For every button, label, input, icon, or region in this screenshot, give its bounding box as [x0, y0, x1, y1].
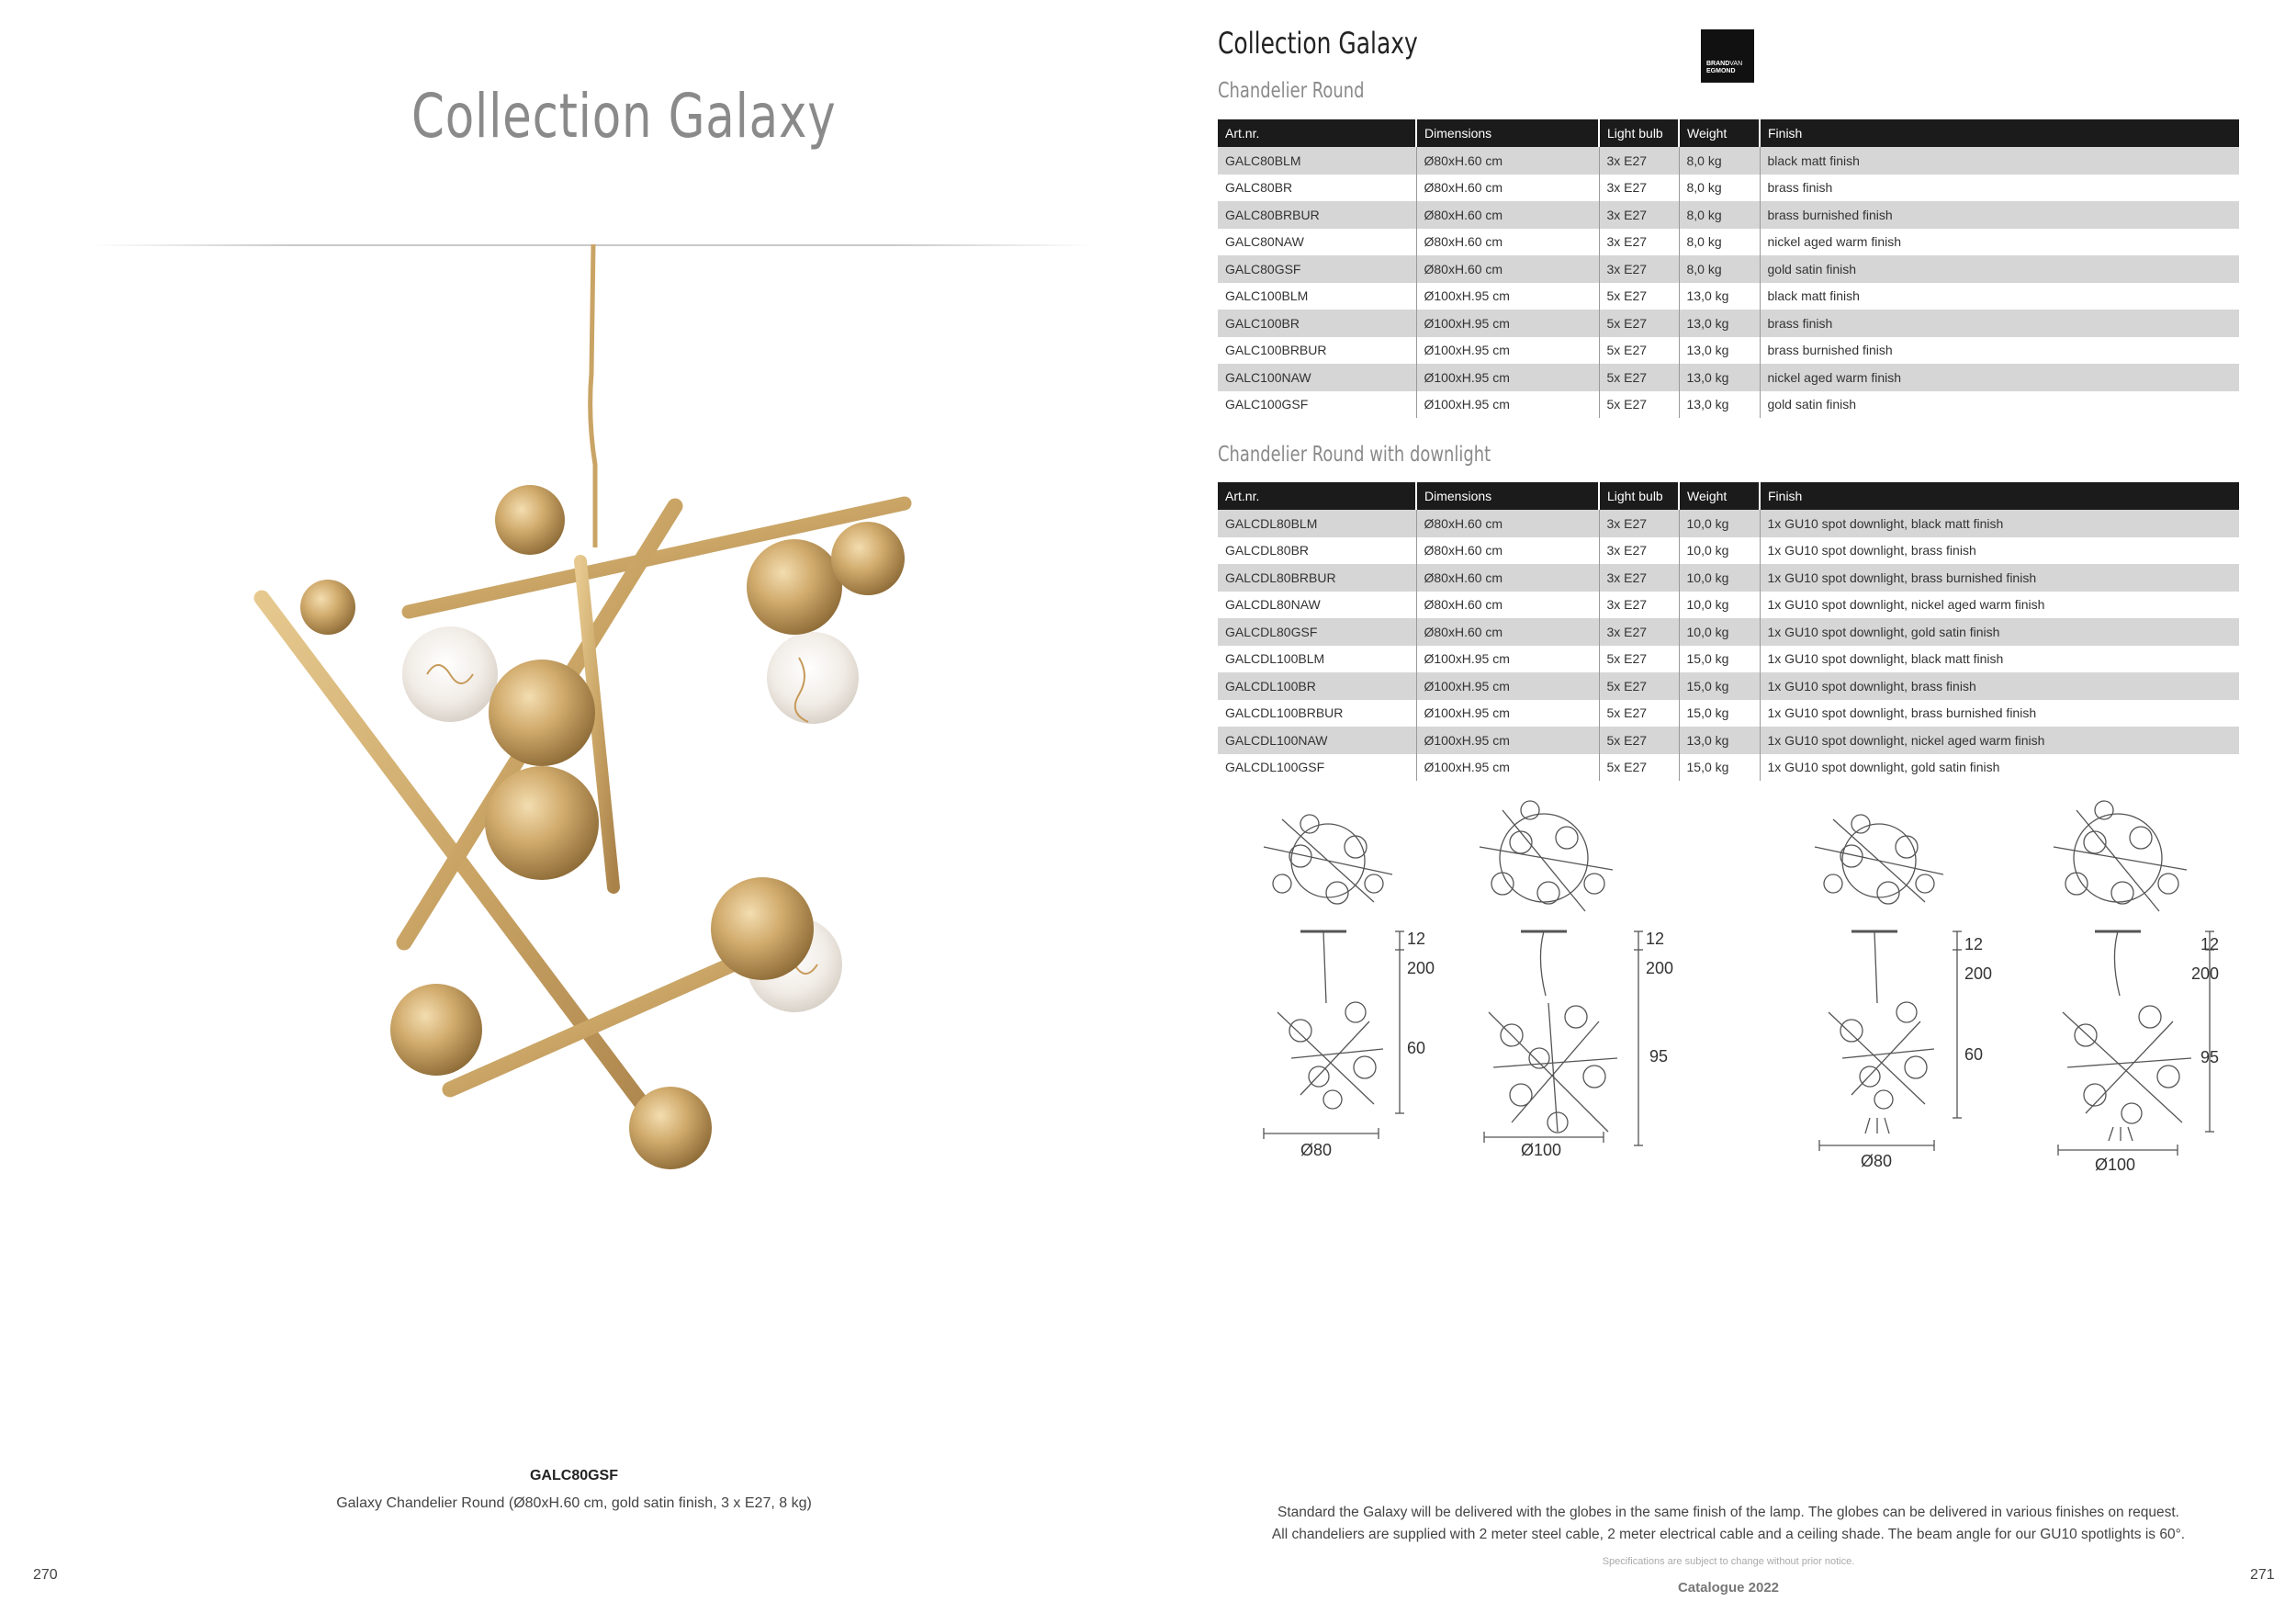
table-cell: 1x GU10 spot downlight, brass burnished finish: [1760, 564, 2239, 592]
top-view-80-icon: [1264, 815, 1392, 904]
table-cell: 3x E27: [1599, 175, 1679, 202]
table-cell: GALC80BRBUR: [1218, 201, 1416, 229]
table-cell: 8,0 kg: [1679, 175, 1760, 202]
table-cell: Ø100xH.95 cm: [1416, 646, 1599, 673]
table-cell: 5x E27: [1599, 364, 1679, 391]
table-cell: nickel aged warm finish: [1760, 229, 2239, 256]
table-cell: brass finish: [1760, 310, 2239, 337]
technical-drawings: [1245, 792, 2219, 1178]
dim-cable-2: 200: [1646, 959, 1674, 977]
left-page-title: Collection Galaxy: [411, 81, 837, 152]
dim-diameter-3: Ø80: [1861, 1152, 1893, 1170]
brand-logo: [1701, 29, 1754, 83]
table-row: [1218, 175, 2239, 202]
table-cell: Ø80xH.60 cm: [1416, 564, 1599, 592]
column-header: Dimensions: [1416, 482, 1599, 510]
table-cell: 10,0 kg: [1679, 592, 1760, 619]
table-cell: 1x GU10 spot downlight, brass burnished finish: [1760, 700, 2239, 727]
table-row: [1218, 537, 2239, 565]
table-cell: black matt finish: [1760, 147, 2239, 175]
top-view-80-downlight-icon: [1815, 815, 1943, 904]
table-row: [1218, 592, 2239, 619]
table-row: [1218, 283, 2239, 310]
column-header: Weight: [1679, 482, 1760, 510]
table-cell: GALCDL100BRBUR: [1225, 705, 1344, 721]
table-row: [1218, 700, 2239, 727]
table-cell: Ø80xH.60 cm: [1416, 537, 1599, 565]
table-cell: black matt finish: [1760, 283, 2239, 310]
table-cell: 3x E27: [1599, 564, 1679, 592]
table-row: [1218, 618, 2239, 646]
table-row: [1218, 147, 2239, 175]
table-cell: GALCDL100BR: [1218, 672, 1416, 700]
column-header: Art.nr.: [1218, 119, 1416, 147]
column-header: Finish: [1760, 482, 2239, 510]
table-header-row: [1218, 482, 2239, 510]
table-cell: 5x E27: [1599, 391, 1679, 419]
chandelier-round-table: [1218, 119, 2239, 418]
side-view-100-downlight-icon: [2058, 931, 2191, 1156]
table-cell: 1x GU10 spot downlight, black matt finish: [1760, 510, 2239, 537]
table-cell: GALCDL100NAW: [1218, 727, 1416, 754]
table-cell: 10,0 kg: [1679, 618, 1760, 646]
table-cell: 15,0 kg: [1679, 646, 1760, 673]
table-cell: 13,0 kg: [1679, 283, 1760, 310]
dim-top-3: 12: [1964, 935, 1984, 953]
product-code-caption: GALC80GSF: [529, 1468, 618, 1483]
table-cell: brass burnished finish: [1760, 201, 2239, 229]
column-header: Light bulb: [1599, 482, 1679, 510]
dim-height-4: 95: [2200, 1048, 2219, 1066]
table-cell: GALCDL80BRBUR: [1218, 564, 1416, 592]
table-cell: GALC100BRBUR: [1225, 343, 1327, 358]
table-cell: Ø80xH.60 cm: [1416, 201, 1599, 229]
table-cell: 3x E27: [1599, 201, 1679, 229]
table-row: [1218, 754, 2239, 782]
table-row: [1218, 255, 2239, 283]
column-header: Weight: [1679, 119, 1760, 147]
column-header: Art.nr.: [1218, 482, 1416, 510]
logo-line1: BRAND: [1706, 61, 1730, 67]
table-cell: Ø100xH.95 cm: [1416, 754, 1599, 782]
table-cell: GALCDL80NAW: [1225, 597, 1321, 613]
table-cell: GALCDL80BLM: [1218, 510, 1416, 537]
page-number-left: 270: [33, 1567, 58, 1583]
table-cell: Ø100xH.95 cm: [1416, 337, 1599, 365]
table-cell: 1x GU10 spot downlight, black matt finish: [1760, 646, 2239, 673]
dim-top-1: 12: [1407, 930, 1426, 948]
table-row: [1218, 229, 2239, 256]
table-cell: Ø100xH.95 cm: [1416, 310, 1599, 337]
table-cell: 1x GU10 spot downlight, brass finish: [1760, 672, 2239, 700]
table-cell: 3x E27: [1599, 255, 1679, 283]
table-cell: Ø100xH.95 cm: [1416, 672, 1599, 700]
table-cell: Ø80xH.60 cm: [1416, 618, 1599, 646]
logo-line1b: VAN: [1729, 61, 1743, 67]
table-cell: Ø80xH.60 cm: [1416, 147, 1599, 175]
table-cell: GALC80BLM: [1218, 147, 1416, 175]
table-cell: Ø100xH.95 cm: [1416, 364, 1599, 391]
top-view-100-downlight-icon: [2054, 801, 2187, 911]
dim-cable-1: 200: [1407, 959, 1435, 977]
table-row: [1218, 391, 2239, 419]
table-cell: 5x E27: [1599, 754, 1679, 782]
table-row: [1218, 510, 2239, 537]
table-row: [1218, 727, 2239, 754]
table-cell: GALC80GSF: [1218, 255, 1416, 283]
footer-note-line1: Standard the Galaxy will be delivered with the globes in the same finish of the lamp. The globes can be delivered in various finishes on request.: [1277, 1505, 2179, 1520]
table-cell: 1x GU10 spot downlight, nickel aged warm finish: [1760, 592, 2239, 619]
table-cell: Ø100xH.95 cm: [1416, 391, 1599, 419]
table-cell: 13,0 kg: [1679, 337, 1760, 365]
table-cell: Ø100xH.95 cm: [1416, 283, 1599, 310]
table-cell: 1x GU10 spot downlight, nickel aged warm finish: [1760, 727, 2239, 754]
table-cell: gold satin finish: [1760, 391, 2239, 419]
table-cell: 8,0 kg: [1679, 147, 1760, 175]
dim-height-1: 60: [1407, 1039, 1426, 1057]
table-row: [1218, 564, 2239, 592]
table-cell: 15,0 kg: [1679, 700, 1760, 727]
table-cell: 5x E27: [1599, 310, 1679, 337]
table-cell: 13,0 kg: [1679, 391, 1760, 419]
dim-top-4: 12: [2200, 935, 2219, 953]
table-cell: gold satin finish: [1760, 255, 2239, 283]
table-cell: 8,0 kg: [1679, 255, 1760, 283]
side-view-80-downlight-icon: [1819, 931, 1934, 1151]
table-cell: 8,0 kg: [1679, 229, 1760, 256]
chandelier-downlight-table: [1218, 482, 2239, 781]
table-row: [1218, 337, 2239, 365]
top-view-100-icon: [1480, 801, 1613, 911]
dim-height-3: 60: [1964, 1045, 1984, 1064]
table-cell: 13,0 kg: [1679, 364, 1760, 391]
table-cell: GALC100GSF: [1225, 397, 1309, 412]
table-cell: Ø80xH.60 cm: [1416, 175, 1599, 202]
page-number-right: 271: [2250, 1567, 2275, 1583]
table-row: [1218, 310, 2239, 337]
column-header: Light bulb: [1599, 119, 1679, 147]
footer-note-line2: All chandeliers are supplied with 2 meter steel cable, 2 meter electrical cable and a ceiling shade. The beam angle for our GU10 spotlights is 60°.: [1271, 1527, 2186, 1542]
table-cell: GALCDL100GSF: [1225, 760, 1325, 775]
table-cell: Ø100xH.95 cm: [1416, 727, 1599, 754]
table-cell: 10,0 kg: [1679, 564, 1760, 592]
side-view-100-icon: [1484, 931, 1617, 1143]
table-cell: GALC100NAW: [1218, 364, 1416, 391]
table-row: [1218, 364, 2239, 391]
table-cell: 5x E27: [1599, 337, 1679, 365]
dim-cable-4: 200: [2190, 964, 2219, 983]
table-cell: GALC80NAW: [1225, 234, 1304, 250]
table-cell: 3x E27: [1599, 229, 1679, 256]
table-header-row: [1218, 119, 2239, 147]
table-cell: Ø80xH.60 cm: [1416, 229, 1599, 256]
table-cell: 3x E27: [1599, 592, 1679, 619]
table-cell: nickel aged warm finish: [1760, 364, 2239, 391]
table-cell: 1x GU10 spot downlight, gold satin finish: [1760, 754, 2239, 782]
table-cell: 5x E27: [1599, 727, 1679, 754]
table-cell: 3x E27: [1599, 510, 1679, 537]
catalogue-label: Catalogue 2022: [1677, 1580, 1780, 1596]
dim-cable-3: 200: [1964, 964, 1993, 983]
table2-title: Chandelier Round with downlight: [1218, 443, 1491, 467]
table-cell: GALCDL80BR: [1225, 543, 1310, 558]
table-cell: Ø80xH.60 cm: [1416, 510, 1599, 537]
table-row: [1218, 672, 2239, 700]
dim-height-2: 95: [1649, 1047, 1669, 1066]
table-cell: 5x E27: [1599, 646, 1679, 673]
table-cell: 3x E27: [1599, 537, 1679, 565]
table-cell: 10,0 kg: [1679, 510, 1760, 537]
chandelier-photo: [184, 244, 937, 1190]
table-cell: 5x E27: [1599, 283, 1679, 310]
table-row: [1218, 201, 2239, 229]
dim-diameter-4: Ø100: [2095, 1156, 2136, 1174]
dim-diameter-1: Ø80: [1300, 1141, 1333, 1159]
table-cell: 8,0 kg: [1679, 201, 1760, 229]
table-cell: 10,0 kg: [1679, 537, 1760, 565]
table-cell: GALCDL80GSF: [1218, 618, 1416, 646]
table-cell: Ø80xH.60 cm: [1416, 255, 1599, 283]
table-cell: 3x E27: [1599, 147, 1679, 175]
product-description-caption: Galaxy Chandelier Round (Ø80xH.60 cm, gold satin finish, 3 x E27, 8 kg): [336, 1495, 812, 1511]
column-header: Finish: [1760, 119, 2239, 147]
table-cell: GALC80BR: [1225, 180, 1293, 196]
table-cell: Ø100xH.95 cm: [1416, 700, 1599, 727]
logo-line2: EGMOND: [1706, 68, 1736, 74]
table-cell: 15,0 kg: [1679, 672, 1760, 700]
dim-diameter-2: Ø100: [1521, 1141, 1562, 1159]
table-cell: 1x GU10 spot downlight, brass finish: [1760, 537, 2239, 565]
table-cell: Ø80xH.60 cm: [1416, 592, 1599, 619]
table-cell: brass burnished finish: [1760, 337, 2239, 365]
specifications-disclaimer: Specifications are subject to change without prior notice.: [1602, 1556, 1855, 1567]
dim-top-2: 12: [1646, 930, 1665, 948]
table-cell: 15,0 kg: [1679, 754, 1760, 782]
table1-title: Chandelier Round: [1218, 79, 1365, 103]
table-cell: 13,0 kg: [1679, 727, 1760, 754]
table-cell: 3x E27: [1599, 618, 1679, 646]
column-header: Dimensions: [1416, 119, 1599, 147]
table-cell: GALCDL100BLM: [1225, 651, 1325, 667]
table-cell: 5x E27: [1599, 700, 1679, 727]
table-row: [1218, 646, 2239, 673]
right-page-title: Collection Galaxy: [1218, 26, 1418, 61]
table-cell: 13,0 kg: [1679, 310, 1760, 337]
side-view-80-icon: [1264, 931, 1383, 1139]
table-cell: GALC100BLM: [1225, 288, 1309, 304]
table-cell: 1x GU10 spot downlight, gold satin finish: [1760, 618, 2239, 646]
table-cell: GALC100BR: [1218, 310, 1416, 337]
table-cell: brass finish: [1760, 175, 2239, 202]
table-cell: 5x E27: [1599, 672, 1679, 700]
